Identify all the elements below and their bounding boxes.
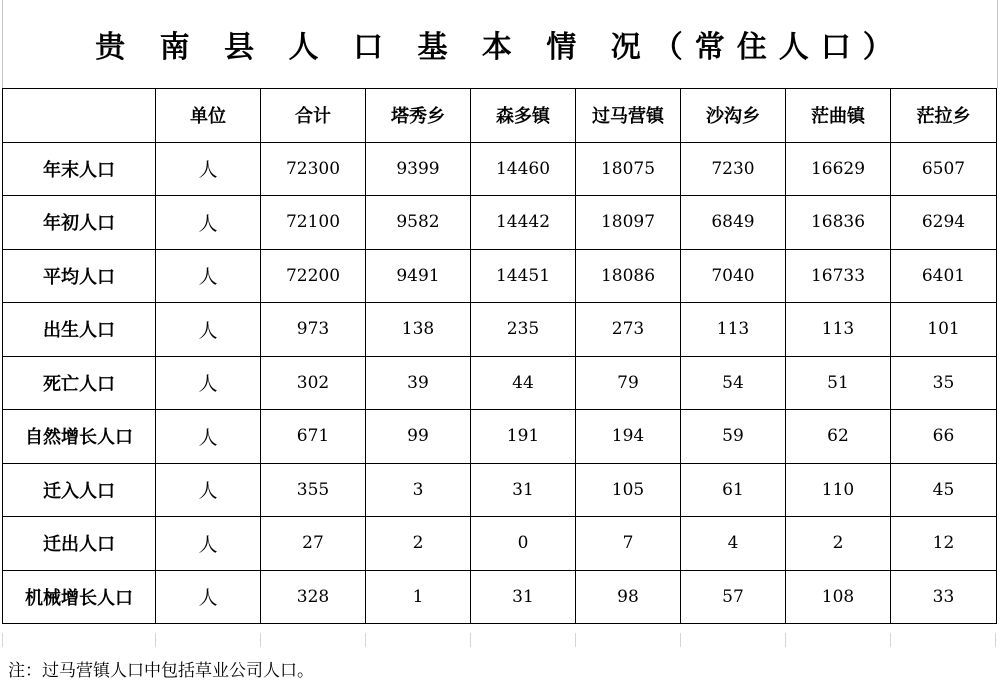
row-label-cell[interactable]: 出生人口 — [3, 303, 156, 357]
value-cell[interactable]: 6294 — [891, 196, 997, 250]
value-cell[interactable]: 18086 — [576, 249, 681, 303]
value-cell[interactable]: 66 — [891, 410, 997, 464]
value-cell[interactable]: 101 — [891, 303, 997, 357]
header-cell-shagou[interactable]: 沙沟乡 — [681, 89, 786, 143]
value-cell[interactable]: 7040 — [681, 249, 786, 303]
value-cell[interactable]: 2 — [786, 517, 891, 571]
value-cell[interactable]: 0 — [471, 517, 576, 571]
value-cell[interactable]: 59 — [681, 410, 786, 464]
value-cell[interactable]: 79 — [576, 356, 681, 410]
empty-cell[interactable] — [155, 633, 260, 647]
row-label-cell[interactable]: 死亡人口 — [3, 356, 156, 410]
value-cell[interactable]: 671 — [261, 410, 366, 464]
value-cell[interactable]: 16733 — [786, 249, 891, 303]
value-cell[interactable]: 355 — [261, 463, 366, 517]
value-cell[interactable]: 113 — [786, 303, 891, 357]
header-cell-unit[interactable]: 单位 — [156, 89, 261, 143]
table-row — [3, 249, 997, 303]
value-cell[interactable]: 14451 — [471, 249, 576, 303]
unit-cell[interactable]: 人 — [156, 410, 261, 464]
value-cell[interactable]: 72300 — [261, 142, 366, 196]
table-row — [3, 570, 997, 624]
value-cell[interactable]: 72100 — [261, 196, 366, 250]
value-cell[interactable]: 138 — [366, 303, 471, 357]
row-label-cell[interactable]: 平均人口 — [3, 249, 156, 303]
table-row — [3, 142, 997, 196]
population-table — [2, 88, 997, 624]
value-cell[interactable]: 273 — [576, 303, 681, 357]
value-cell[interactable]: 2 — [366, 517, 471, 571]
empty-cell[interactable] — [785, 633, 890, 647]
value-cell[interactable]: 12 — [891, 517, 997, 571]
row-label-cell[interactable]: 年初人口 — [3, 196, 156, 250]
value-cell[interactable]: 33 — [891, 570, 997, 624]
value-cell[interactable]: 302 — [261, 356, 366, 410]
value-cell[interactable]: 3 — [366, 463, 471, 517]
empty-cell[interactable] — [470, 633, 575, 647]
value-cell[interactable]: 31 — [471, 570, 576, 624]
value-cell[interactable]: 99 — [366, 410, 471, 464]
header-cell-total[interactable]: 合计 — [261, 89, 366, 143]
value-cell[interactable]: 1 — [366, 570, 471, 624]
header-cell-senduo[interactable]: 森多镇 — [471, 89, 576, 143]
value-cell[interactable]: 113 — [681, 303, 786, 357]
unit-cell[interactable]: 人 — [156, 249, 261, 303]
header-cell-guomaying[interactable]: 过马营镇 — [576, 89, 681, 143]
value-cell[interactable]: 57 — [681, 570, 786, 624]
unit-cell[interactable]: 人 — [156, 142, 261, 196]
value-cell[interactable]: 54 — [681, 356, 786, 410]
unit-cell[interactable]: 人 — [156, 356, 261, 410]
value-cell[interactable]: 62 — [786, 410, 891, 464]
value-cell[interactable]: 14460 — [471, 142, 576, 196]
value-cell[interactable]: 6401 — [891, 249, 997, 303]
value-cell[interactable]: 35 — [891, 356, 997, 410]
value-cell[interactable]: 44 — [471, 356, 576, 410]
row-label-cell[interactable]: 自然增长人口 — [3, 410, 156, 464]
empty-cell[interactable] — [680, 633, 785, 647]
value-cell[interactable]: 9491 — [366, 249, 471, 303]
value-cell[interactable]: 45 — [891, 463, 997, 517]
table-row — [3, 356, 997, 410]
value-cell[interactable]: 191 — [471, 410, 576, 464]
header-cell-mangla[interactable]: 茫拉乡 — [891, 89, 997, 143]
value-cell[interactable]: 9582 — [366, 196, 471, 250]
value-cell[interactable]: 39 — [366, 356, 471, 410]
value-cell[interactable]: 14442 — [471, 196, 576, 250]
footnote[interactable]: 注：过马营镇人口中包括草业公司人口。 — [8, 661, 314, 681]
value-cell[interactable]: 108 — [786, 570, 891, 624]
value-cell[interactable]: 16836 — [786, 196, 891, 250]
value-cell[interactable]: 9399 — [366, 142, 471, 196]
table-row — [3, 410, 997, 464]
header-cell-mangqu[interactable]: 茫曲镇 — [786, 89, 891, 143]
value-cell[interactable]: 4 — [681, 517, 786, 571]
value-cell[interactable]: 61 — [681, 463, 786, 517]
header-cell-taxiu[interactable]: 塔秀乡 — [366, 89, 471, 143]
value-cell[interactable]: 7 — [576, 517, 681, 571]
spreadsheet-sheet — [2, 0, 996, 688]
value-cell[interactable]: 105 — [576, 463, 681, 517]
value-cell[interactable]: 973 — [261, 303, 366, 357]
unit-cell[interactable]: 人 — [156, 517, 261, 571]
value-cell[interactable]: 51 — [786, 356, 891, 410]
value-cell[interactable]: 7230 — [681, 142, 786, 196]
unit-cell[interactable]: 人 — [156, 570, 261, 624]
empty-cell[interactable] — [2, 633, 155, 647]
value-cell[interactable]: 6507 — [891, 142, 997, 196]
value-cell[interactable]: 72200 — [261, 249, 366, 303]
empty-cell[interactable] — [575, 633, 680, 647]
value-cell[interactable]: 328 — [261, 570, 366, 624]
value-cell[interactable]: 18075 — [576, 142, 681, 196]
table-row — [3, 303, 997, 357]
table-row — [3, 463, 997, 517]
empty-cell[interactable] — [890, 633, 996, 647]
value-cell[interactable]: 6849 — [681, 196, 786, 250]
value-cell[interactable]: 27 — [261, 517, 366, 571]
value-cell[interactable]: 235 — [471, 303, 576, 357]
row-label-cell[interactable]: 迁出人口 — [3, 517, 156, 571]
empty-cell[interactable] — [260, 633, 365, 647]
page-title: 贵 南 县 人 口 基 本 情 况（常住人口） — [95, 30, 905, 65]
value-cell[interactable]: 31 — [471, 463, 576, 517]
unit-cell[interactable]: 人 — [156, 463, 261, 517]
value-cell[interactable]: 16629 — [786, 142, 891, 196]
value-cell[interactable]: 194 — [576, 410, 681, 464]
header-row — [3, 89, 997, 143]
table-row — [3, 517, 997, 571]
unit-cell[interactable]: 人 — [156, 303, 261, 357]
header-cell-blank[interactable] — [3, 89, 156, 143]
empty-row — [2, 633, 996, 647]
value-cell[interactable]: 98 — [576, 570, 681, 624]
value-cell[interactable]: 110 — [786, 463, 891, 517]
title-cell[interactable] — [2, 0, 998, 88]
row-label-cell[interactable]: 机械增长人口 — [3, 570, 156, 624]
unit-cell[interactable]: 人 — [156, 196, 261, 250]
table-row — [3, 196, 997, 250]
empty-cell[interactable] — [365, 633, 470, 647]
row-label-cell[interactable]: 年末人口 — [3, 142, 156, 196]
value-cell[interactable]: 18097 — [576, 196, 681, 250]
row-label-cell[interactable]: 迁入人口 — [3, 463, 156, 517]
